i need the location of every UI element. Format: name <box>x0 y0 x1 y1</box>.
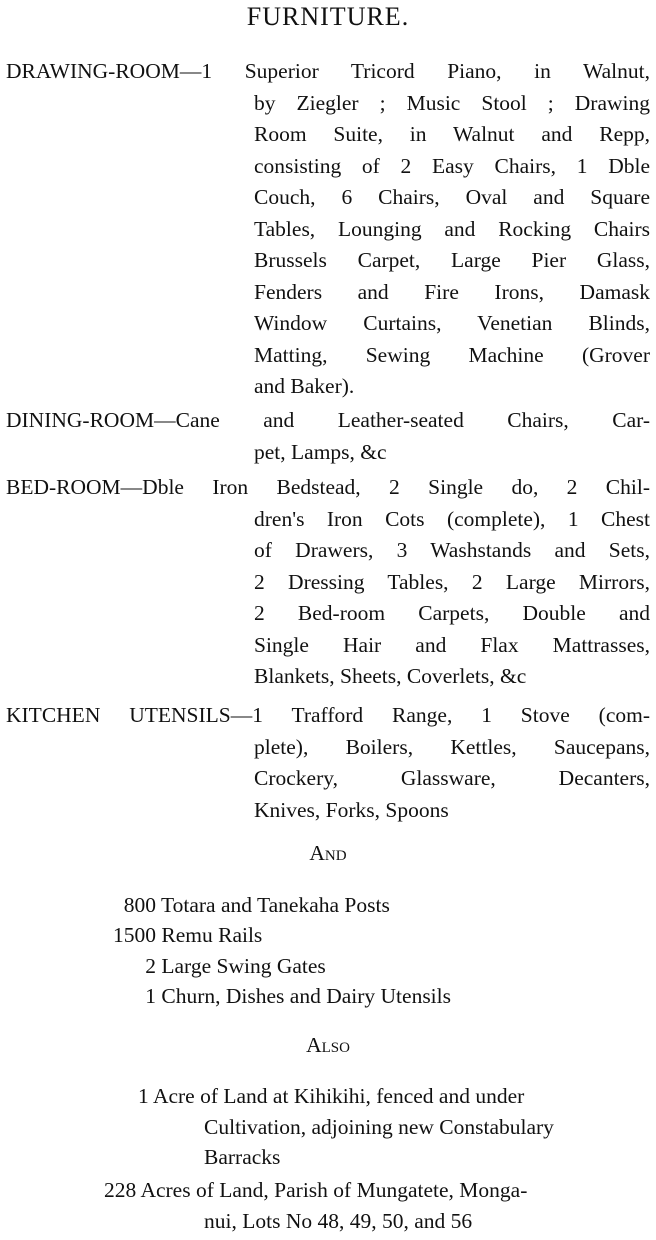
section-heading: BED-ROOM— <box>6 475 143 499</box>
section-line: Crockery, Glassware, Decanters, <box>254 766 650 790</box>
inventory-qty: 1 <box>145 984 156 1008</box>
section-line: Window Curtains, Venetian Blinds, <box>254 311 650 335</box>
section-line: Tables, Lounging and Rocking Chairs <box>254 216 650 241</box>
section-line: consisting of 2 Easy Chairs, 1 Dble <box>254 153 650 178</box>
also-qty: 1 <box>138 1084 149 1108</box>
section-line: Couch, 6 Chairs, Oval and Square <box>254 185 650 209</box>
also-item-continued <box>204 1206 472 1238</box>
section-drawing-room <box>6 56 650 403</box>
also-line: Barracks <box>204 1145 281 1169</box>
section-first-line <box>6 700 650 732</box>
section-line: Single Hair and Flax Mattrasses, <box>254 632 650 657</box>
section-heading: KITCHEN UTENSILS— <box>6 703 253 727</box>
section-line: dren's Iron Cots (complete), 1 Chest <box>254 506 650 531</box>
inventory-text: Remu Rails <box>161 923 263 947</box>
section-first-text: Cane and Leather-seated Chairs, Car- <box>175 408 650 432</box>
section-line: Room Suite, in Walnut and Repp, <box>254 122 650 146</box>
also-item <box>138 1081 524 1113</box>
section-line: and Baker). <box>254 374 355 398</box>
section-line: Brussels Carpet, Large Pier Glass, <box>254 248 650 272</box>
section-first-text: 1 Superior Tricord Piano, in Walnut, <box>201 59 650 83</box>
section-heading: DRAWING-ROOM— <box>6 59 202 83</box>
section-line: 2 Dressing Tables, 2 Large Mirrors, <box>254 569 650 594</box>
section-first-line <box>6 472 650 504</box>
inventory-item <box>100 951 326 983</box>
inventory-qty: 1500 <box>113 923 156 947</box>
section-first-text: 1 Trafford Range, 1 Stove (com- <box>252 703 650 727</box>
also-item-continued <box>204 1142 280 1174</box>
inventory-item <box>100 890 390 922</box>
section-line: plete), Boilers, Kettles, Saucepans, <box>254 734 650 759</box>
section-dining-room <box>6 405 650 468</box>
also-qty: 228 <box>104 1178 137 1202</box>
section-line: pet, Lamps, &c <box>254 439 387 464</box>
inventory-text: Churn, Dishes and Dairy Utensils <box>161 984 451 1008</box>
inventory-text: Totara and Tanekaha Posts <box>161 893 390 917</box>
section-bed-room <box>6 472 650 693</box>
section-line: of Drawers, 3 Washstands and Sets, <box>254 538 650 562</box>
also-item-continued <box>204 1112 554 1144</box>
inventory-text: Large Swing Gates <box>161 954 326 978</box>
also-item <box>104 1175 527 1207</box>
also-heading: Also <box>306 1033 350 1057</box>
section-line: Fenders and Fire Irons, Damask <box>254 279 650 304</box>
section-first-line <box>6 405 650 437</box>
section-line: 2 Bed-room Carpets, Double and <box>254 601 650 625</box>
inventory-item <box>100 920 262 952</box>
inventory-qty: 2 <box>145 954 156 978</box>
inventory-qty: 800 <box>123 893 156 917</box>
and-heading: And <box>309 841 347 865</box>
section-line: Knives, Forks, Spoons <box>254 797 449 822</box>
section-first-line <box>6 56 650 88</box>
section-heading: DINING-ROOM— <box>6 408 176 432</box>
section-kitchen-utensils <box>6 700 650 826</box>
also-line: Acre of Land at Kihikihi, fenced and under <box>152 1084 525 1108</box>
page-title: FURNITURE. <box>246 2 410 31</box>
section-line: Blankets, Sheets, Coverlets, &c <box>254 664 527 688</box>
inventory-item <box>100 981 451 1013</box>
also-line: nui, Lots No 48, 49, 50, and 56 <box>204 1209 473 1233</box>
section-first-text: Dble Iron Bedstead, 2 Single do, 2 Chil- <box>142 475 650 499</box>
also-line: Cultivation, adjoining new Constabulary <box>204 1115 554 1139</box>
also-line: Acres of Land, Parish of Mungatete, Monga- <box>140 1178 528 1202</box>
section-line: by Ziegler ; Music Stool ; Drawing <box>254 90 650 115</box>
section-line: Matting, Sewing Machine (Grover <box>254 342 650 367</box>
